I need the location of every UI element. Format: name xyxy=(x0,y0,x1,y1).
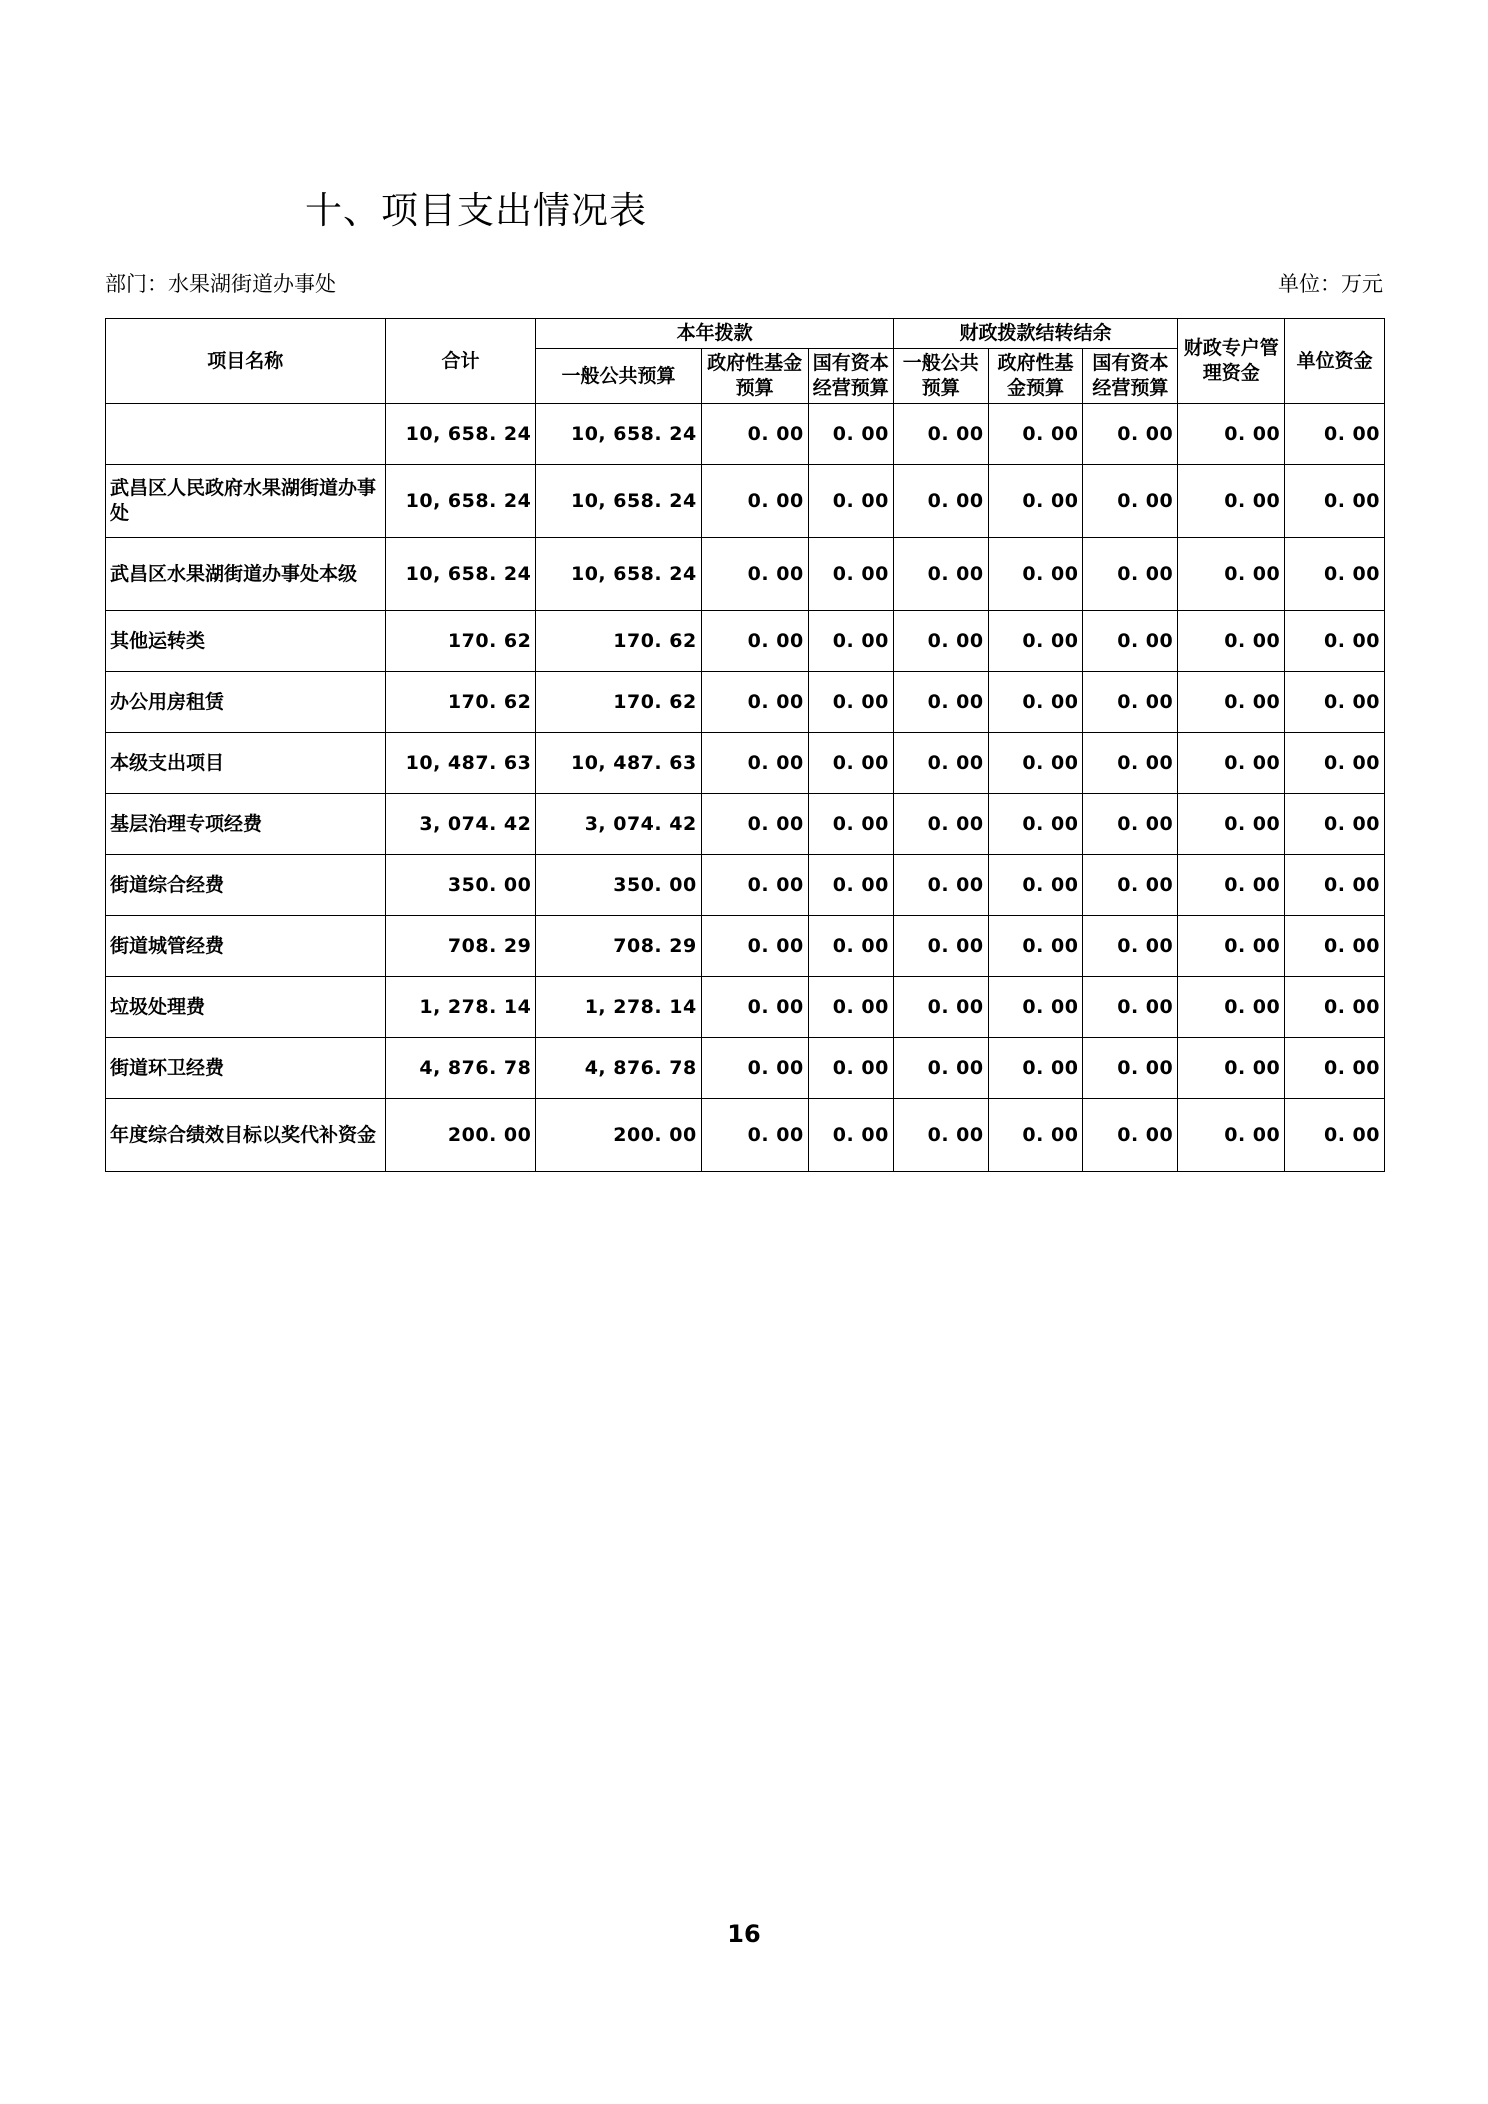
cell-current-capital: 0. 00 xyxy=(808,672,893,733)
cell-total: 170. 62 xyxy=(385,611,536,672)
cell-carryover-general: 0. 00 xyxy=(893,611,988,672)
cell-current-general: 4, 876. 78 xyxy=(536,1038,701,1099)
cell-project-name: 街道综合经费 xyxy=(106,855,386,916)
cell-carryover-capital: 0. 00 xyxy=(1083,672,1178,733)
cell-current-capital: 0. 00 xyxy=(808,733,893,794)
cell-current-fund: 0. 00 xyxy=(701,977,808,1038)
cell-current-general: 350. 00 xyxy=(536,855,701,916)
cell-current-capital: 0. 00 xyxy=(808,1099,893,1172)
cell-total: 10, 658. 24 xyxy=(385,404,536,465)
cell-project-name: 武昌区水果湖街道办事处本级 xyxy=(106,538,386,611)
cell-current-fund: 0. 00 xyxy=(701,611,808,672)
cell-total: 10, 658. 24 xyxy=(385,538,536,611)
cell-current-fund: 0. 00 xyxy=(701,855,808,916)
table-body xyxy=(106,404,1385,1172)
cell-project-name: 本级支出项目 xyxy=(106,733,386,794)
cell-carryover-general: 0. 00 xyxy=(893,855,988,916)
cell-unit-funds: 0. 00 xyxy=(1285,672,1385,733)
cell-carryover-general: 0. 00 xyxy=(893,404,988,465)
cell-project-name: 垃圾处理费 xyxy=(106,977,386,1038)
cell-carryover-fund: 0. 00 xyxy=(988,465,1083,538)
header-unit-funds: 单位资金 xyxy=(1285,319,1385,404)
cell-current-general: 1, 278. 14 xyxy=(536,977,701,1038)
cell-special-account: 0. 00 xyxy=(1178,1038,1285,1099)
cell-current-capital: 0. 00 xyxy=(808,855,893,916)
cell-carryover-general: 0. 00 xyxy=(893,1038,988,1099)
header-carryover-government-fund: 政府性基金预算 xyxy=(988,349,1083,404)
cell-unit-funds: 0. 00 xyxy=(1285,916,1385,977)
cell-current-fund: 0. 00 xyxy=(701,1038,808,1099)
table-row xyxy=(106,672,1385,733)
header-current-general-budget: 一般公共预算 xyxy=(536,349,701,404)
header-special-account: 财政专户管理资金 xyxy=(1178,319,1285,404)
cell-current-general: 170. 62 xyxy=(536,611,701,672)
header-total: 合计 xyxy=(385,319,536,404)
cell-carryover-fund: 0. 00 xyxy=(988,733,1083,794)
cell-unit-funds: 0. 00 xyxy=(1285,1099,1385,1172)
cell-current-capital: 0. 00 xyxy=(808,794,893,855)
table-row xyxy=(106,465,1385,538)
cell-carryover-general: 0. 00 xyxy=(893,465,988,538)
project-expenditure-table xyxy=(105,318,1385,1172)
header-carryover-state-capital: 国有资本经营预算 xyxy=(1083,349,1178,404)
cell-special-account: 0. 00 xyxy=(1178,977,1285,1038)
cell-current-fund: 0. 00 xyxy=(701,916,808,977)
cell-unit-funds: 0. 00 xyxy=(1285,465,1385,538)
cell-current-fund: 0. 00 xyxy=(701,1099,808,1172)
table-row xyxy=(106,916,1385,977)
cell-current-general: 10, 658. 24 xyxy=(536,538,701,611)
cell-project-name: 街道环卫经费 xyxy=(106,1038,386,1099)
cell-carryover-fund: 0. 00 xyxy=(988,611,1083,672)
table-row xyxy=(106,794,1385,855)
table-row xyxy=(106,977,1385,1038)
cell-special-account: 0. 00 xyxy=(1178,1099,1285,1172)
cell-unit-funds: 0. 00 xyxy=(1285,733,1385,794)
cell-unit-funds: 0. 00 xyxy=(1285,977,1385,1038)
cell-carryover-general: 0. 00 xyxy=(893,538,988,611)
cell-current-capital: 0. 00 xyxy=(808,1038,893,1099)
department-label: 部门：水果湖街道办事处 xyxy=(105,272,336,296)
table-row xyxy=(106,1038,1385,1099)
cell-unit-funds: 0. 00 xyxy=(1285,404,1385,465)
cell-current-fund: 0. 00 xyxy=(701,404,808,465)
cell-unit-funds: 0. 00 xyxy=(1285,538,1385,611)
cell-special-account: 0. 00 xyxy=(1178,672,1285,733)
cell-current-capital: 0. 00 xyxy=(808,977,893,1038)
cell-unit-funds: 0. 00 xyxy=(1285,611,1385,672)
cell-total: 10, 487. 63 xyxy=(385,733,536,794)
cell-current-capital: 0. 00 xyxy=(808,611,893,672)
cell-project-name: 街道城管经费 xyxy=(106,916,386,977)
header-project-name: 项目名称 xyxy=(106,319,386,404)
cell-current-general: 708. 29 xyxy=(536,916,701,977)
cell-carryover-capital: 0. 00 xyxy=(1083,977,1178,1038)
cell-total: 3, 074. 42 xyxy=(385,794,536,855)
cell-carryover-fund: 0. 00 xyxy=(988,916,1083,977)
cell-total: 4, 876. 78 xyxy=(385,1038,536,1099)
cell-carryover-capital: 0. 00 xyxy=(1083,1099,1178,1172)
cell-total: 170. 62 xyxy=(385,672,536,733)
cell-current-fund: 0. 00 xyxy=(701,733,808,794)
cell-carryover-capital: 0. 00 xyxy=(1083,611,1178,672)
header-current-government-fund: 政府性基金预算 xyxy=(701,349,808,404)
cell-carryover-fund: 0. 00 xyxy=(988,794,1083,855)
cell-current-fund: 0. 00 xyxy=(701,794,808,855)
cell-carryover-capital: 0. 00 xyxy=(1083,404,1178,465)
cell-current-fund: 0. 00 xyxy=(701,538,808,611)
table-row xyxy=(106,733,1385,794)
cell-project-name: 基层治理专项经费 xyxy=(106,794,386,855)
cell-special-account: 0. 00 xyxy=(1178,611,1285,672)
header-current-year-group: 本年拨款 xyxy=(536,319,893,349)
cell-carryover-general: 0. 00 xyxy=(893,977,988,1038)
cell-current-general: 200. 00 xyxy=(536,1099,701,1172)
cell-carryover-general: 0. 00 xyxy=(893,733,988,794)
cell-special-account: 0. 00 xyxy=(1178,538,1285,611)
cell-carryover-capital: 0. 00 xyxy=(1083,794,1178,855)
cell-special-account: 0. 00 xyxy=(1178,404,1285,465)
cell-special-account: 0. 00 xyxy=(1178,733,1285,794)
cell-total: 1, 278. 14 xyxy=(385,977,536,1038)
cell-total: 350. 00 xyxy=(385,855,536,916)
cell-carryover-general: 0. 00 xyxy=(893,672,988,733)
cell-carryover-capital: 0. 00 xyxy=(1083,1038,1178,1099)
cell-special-account: 0. 00 xyxy=(1178,916,1285,977)
cell-current-capital: 0. 00 xyxy=(808,916,893,977)
cell-carryover-general: 0. 00 xyxy=(893,794,988,855)
unit-label: 单位：万元 xyxy=(1278,272,1383,296)
cell-unit-funds: 0. 00 xyxy=(1285,794,1385,855)
cell-carryover-capital: 0. 00 xyxy=(1083,733,1178,794)
cell-current-fund: 0. 00 xyxy=(701,465,808,538)
cell-carryover-general: 0. 00 xyxy=(893,916,988,977)
cell-project-name: 办公用房租赁 xyxy=(106,672,386,733)
table-row xyxy=(106,855,1385,916)
cell-unit-funds: 0. 00 xyxy=(1285,1038,1385,1099)
cell-total: 10, 658. 24 xyxy=(385,465,536,538)
cell-current-capital: 0. 00 xyxy=(808,465,893,538)
cell-project-name xyxy=(106,404,386,465)
table-row xyxy=(106,611,1385,672)
cell-carryover-fund: 0. 00 xyxy=(988,538,1083,611)
cell-carryover-fund: 0. 00 xyxy=(988,1038,1083,1099)
cell-carryover-fund: 0. 00 xyxy=(988,977,1083,1038)
header-carryover-general-budget: 一般公共预算 xyxy=(893,349,988,404)
cell-total: 200. 00 xyxy=(385,1099,536,1172)
cell-carryover-fund: 0. 00 xyxy=(988,404,1083,465)
table-row xyxy=(106,538,1385,611)
cell-current-capital: 0. 00 xyxy=(808,538,893,611)
cell-project-name: 年度综合绩效目标以奖代补资金 xyxy=(106,1099,386,1172)
header-carryover-group: 财政拨款结转结余 xyxy=(893,319,1177,349)
cell-carryover-fund: 0. 00 xyxy=(988,1099,1083,1172)
cell-unit-funds: 0. 00 xyxy=(1285,855,1385,916)
cell-carryover-fund: 0. 00 xyxy=(988,855,1083,916)
cell-project-name: 武昌区人民政府水果湖街道办事处 xyxy=(106,465,386,538)
header-current-state-capital: 国有资本经营预算 xyxy=(808,349,893,404)
cell-special-account: 0. 00 xyxy=(1178,794,1285,855)
cell-carryover-fund: 0. 00 xyxy=(988,672,1083,733)
cell-carryover-capital: 0. 00 xyxy=(1083,855,1178,916)
table-row xyxy=(106,404,1385,465)
cell-current-general: 10, 658. 24 xyxy=(536,465,701,538)
cell-carryover-capital: 0. 00 xyxy=(1083,465,1178,538)
table-row xyxy=(106,1099,1385,1172)
page-title: 十、项目支出情况表 xyxy=(305,189,647,232)
cell-carryover-capital: 0. 00 xyxy=(1083,916,1178,977)
cell-current-general: 3, 074. 42 xyxy=(536,794,701,855)
cell-current-general: 170. 62 xyxy=(536,672,701,733)
cell-carryover-general: 0. 00 xyxy=(893,1099,988,1172)
cell-current-fund: 0. 00 xyxy=(701,672,808,733)
cell-current-general: 10, 487. 63 xyxy=(536,733,701,794)
cell-current-general: 10, 658. 24 xyxy=(536,404,701,465)
cell-special-account: 0. 00 xyxy=(1178,855,1285,916)
page-number: 16 xyxy=(727,1920,761,1948)
cell-total: 708. 29 xyxy=(385,916,536,977)
cell-carryover-capital: 0. 00 xyxy=(1083,538,1178,611)
cell-current-capital: 0. 00 xyxy=(808,404,893,465)
cell-special-account: 0. 00 xyxy=(1178,465,1285,538)
cell-project-name: 其他运转类 xyxy=(106,611,386,672)
